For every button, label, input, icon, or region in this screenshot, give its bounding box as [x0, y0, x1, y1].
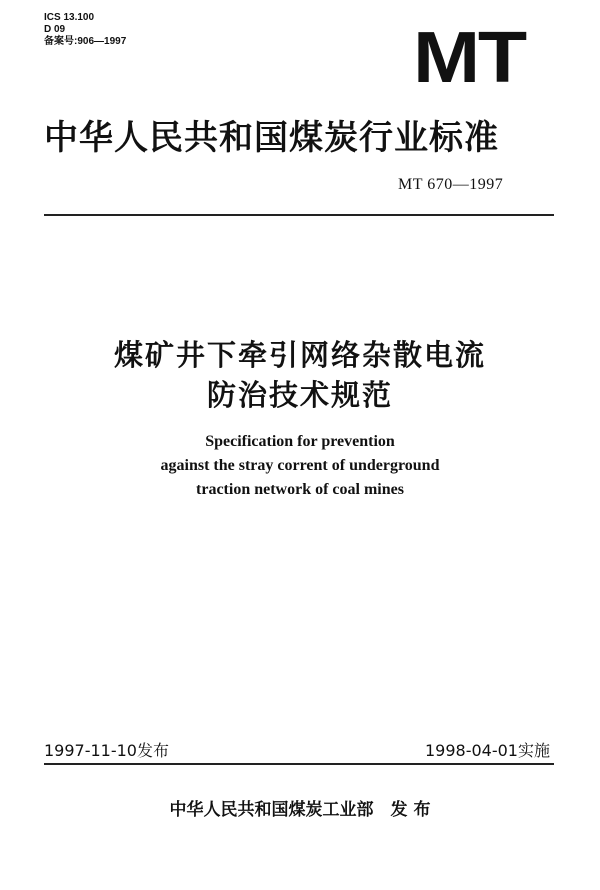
- document-metadata: [44, 12, 126, 48]
- chinese-title-line-2: 防治技术规范: [206, 378, 393, 412]
- organization-standard-title: 中华人民共和国煤炭行业标准: [44, 118, 499, 158]
- english-title: [0, 430, 600, 502]
- english-title-line-1: Specification for prevention: [205, 433, 395, 450]
- implementation-date: 1998-04-01实施: [425, 741, 550, 760]
- english-title-line-2: against the stray corrent of underground: [160, 457, 440, 474]
- issue-date: 1997-11-10发布: [44, 741, 169, 760]
- standard-code: MT 670—1997: [398, 176, 504, 193]
- english-title-line-3: traction network of coal mines: [196, 481, 404, 498]
- record-number: 备案号:906—1997: [44, 36, 127, 47]
- ics-code: ICS 13.100: [44, 12, 95, 23]
- chinese-title: [0, 335, 600, 415]
- chinese-title-line-1: 煤矿井下牵引网络杂散电流: [113, 338, 486, 372]
- classification-code: D 09: [44, 24, 66, 35]
- issuing-authority: 中华人民共和国煤炭工业部 发 布: [169, 800, 431, 820]
- header-divider: [44, 214, 554, 216]
- mt-logo: MT: [413, 18, 525, 98]
- footer-divider: [44, 763, 554, 765]
